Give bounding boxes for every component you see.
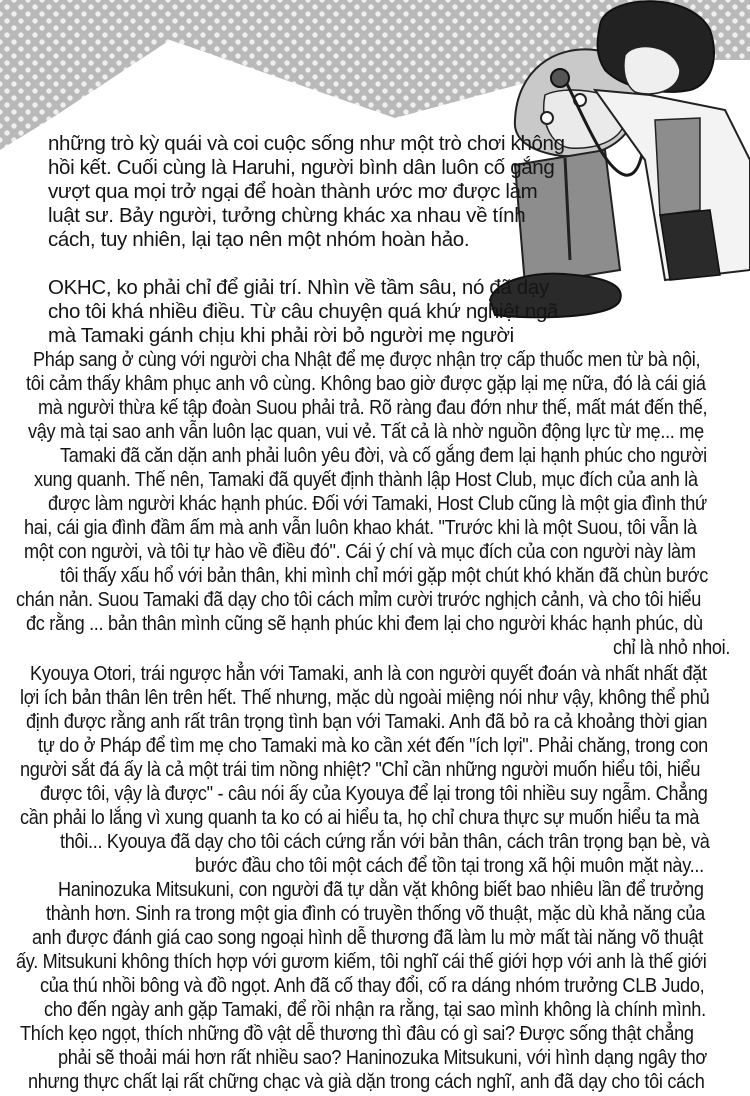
text-line: chỉ là nhỏ nhoi. — [613, 636, 731, 659]
text-line: chán nản. Suou Tamaki đã dạy cho tôi cách mỉm cười trước nghịch cảnh, và cho tôi hiểu — [16, 588, 702, 611]
text-line: thôi... Kyouya đã dạy cho tôi cách cứng rắn với bản thân, cách trân trọng bạn bè, và — [60, 830, 710, 853]
text-line: Tamaki đã căn dặn anh phải luôn yêu đời, và cố gắng đem lại hạnh phúc cho người — [60, 444, 707, 467]
text-line: cho đến ngày anh gặp Tamaki, để rồi nhận ra rằng, tại sao mình không là chính mình. — [44, 998, 706, 1021]
text-line: luật sư. Bảy người, tưởng chừng khác xa nhau về tính — [48, 204, 526, 227]
text-line: mà Tamaki gánh chịu khi phải rời bỏ người mẹ người — [48, 324, 514, 347]
text-line: anh được đánh giá cao song ngoại hình dễ thương đã làm lu mờ mất tài năng võ thuật — [32, 926, 704, 949]
text-line: cần phải lo lắng vì xung quanh ta ko có ai hiểu ta, họ chỉ chưa thực sự muốn hiểu ta mà — [20, 806, 700, 829]
text-line: bước đầu cho tôi một cách để tồn tại trong xã hội muôn mặt này... — [195, 854, 704, 877]
text-line: tự do ở Pháp để tìm mẹ cho Tamaki mà ko cần xét đến "ích lợi". Phải chăng, trong con — [38, 734, 708, 757]
text-line: của thú nhồi bông và đồ ngọt. Anh đã cố thay đổi, cố ra dáng nhóm trưởng CLB Judo, — [40, 974, 705, 997]
text-line: nhưng thực chất lại rất chững chạc và già dặn trong cách nghĩ, anh đã dạy cho tôi cách — [28, 1070, 705, 1093]
text-line: định được rằng anh rất trân trọng tình bạn với Tamaki. Anh đã bỏ ra cả khoảng thời gian — [26, 710, 708, 733]
text-line: lợi ích bản thân lên trên hết. Thế nhưng, mặc dù ngoài miệng nói như vậy, không thể phủ — [20, 686, 710, 709]
text-line: vậy mà tại sao anh vẫn luôn lạc quan, vui vẻ. Tất cả là nhờ nguồn động lực từ mẹ... mẹ — [28, 420, 704, 443]
text-line: OKHC, ko phải chỉ để giải trí. Nhìn về tầm sâu, nó đã dạy — [48, 276, 549, 299]
text-line: Haninozuka Mitsukuni, con người đã tự dằn vặt không biết bao nhiêu lần để trưởng — [58, 878, 704, 901]
text-line: tôi cảm thấy khâm phục anh vô cùng. Không bao giờ được gặp lại mẹ nữa, đó là cái giá — [26, 372, 706, 395]
text-line: cho tôi khá nhiều điều. Từ câu chuyện quá khứ nghiệt ngã — [48, 300, 559, 323]
text-line: một con người, và tôi tự hào về điều đó". Cái ý chí và mục đích của con người này làm — [24, 540, 696, 563]
text-line: hai, cái gia đình đầm ấm mà anh vẫn luôn khao khát. "Trước khi là một Suou, tôi vẫn là — [24, 516, 697, 539]
text-line: được làm người khác hạnh phúc. Đối với Tamaki, Host Club cũng là một gia đình thứ — [48, 492, 707, 515]
text-line: thành hơn. Sinh ra trong một gia đình có truyền thống võ thuật, mặc dù khả năng của — [46, 902, 705, 925]
text-line: xung quanh. Thế nên, Tamaki đã quyết định thành lập Host Club, mục đích của anh là — [34, 468, 698, 491]
text-line: phải sẽ thoải mái hơn rất nhiều sao? Haninozuka Mitsukuni, với hình dạng ngây thơ — [58, 1046, 708, 1069]
text-line: ấy. Mitsukuni không thích hợp với gươm kiếm, tôi nghĩ cái thế giới hợp với anh là thế giới — [16, 950, 707, 973]
text-line: những trò kỳ quái và coi cuộc sống như một trò chơi không — [48, 132, 565, 155]
text-line: được tôi, vậy là được" - câu nói ấy của Kyouya để lại trong tôi nhiều suy ngẫm. Chẳng — [40, 782, 708, 805]
text-line: cách, tuy nhiên, lại tạo nên một nhóm hoàn hảo. — [48, 228, 470, 251]
text-line: người sắt đá ấy là cả một trái tim nồng nhiệt? "Chỉ cần những người muốn hiểu tôi, hiểu — [20, 758, 701, 781]
text-line: Pháp sang ở cùng với người cha Nhật để mẹ được nhận trợ cấp thuốc men từ bà nội, — [33, 348, 701, 371]
text-line: tôi thấy xấu hổ với bản thân, khi mình chỉ mới gặp một chút khó khăn đã chùn bước — [60, 564, 709, 587]
text-line: hồi kết. Cuối cùng là Haruhi, người bình dân luôn cố gắng — [48, 156, 555, 179]
text-line: đc rằng ... bản thân mình cũng sẽ hạnh phúc khi đem lại cho người khác hạnh phúc, dù — [26, 612, 703, 635]
text-line: vượt qua mọi trở ngại để hoàn thành ước mơ được làm — [48, 180, 538, 203]
text-line: Kyouya Otori, trái ngược hẳn với Tamaki, anh là con người quyết đoán và nhất nhất đặt — [30, 662, 707, 685]
text-line: mà người thừa kế tập đoàn Suou phải trả. Rõ ràng đau đớn như thế, mất mát đến thế, — [38, 396, 708, 419]
text-line: Thích kẹo ngọt, thích những đồ vật dễ thương thì đâu có gì sai? Được sống thật chẳng — [20, 1022, 694, 1045]
